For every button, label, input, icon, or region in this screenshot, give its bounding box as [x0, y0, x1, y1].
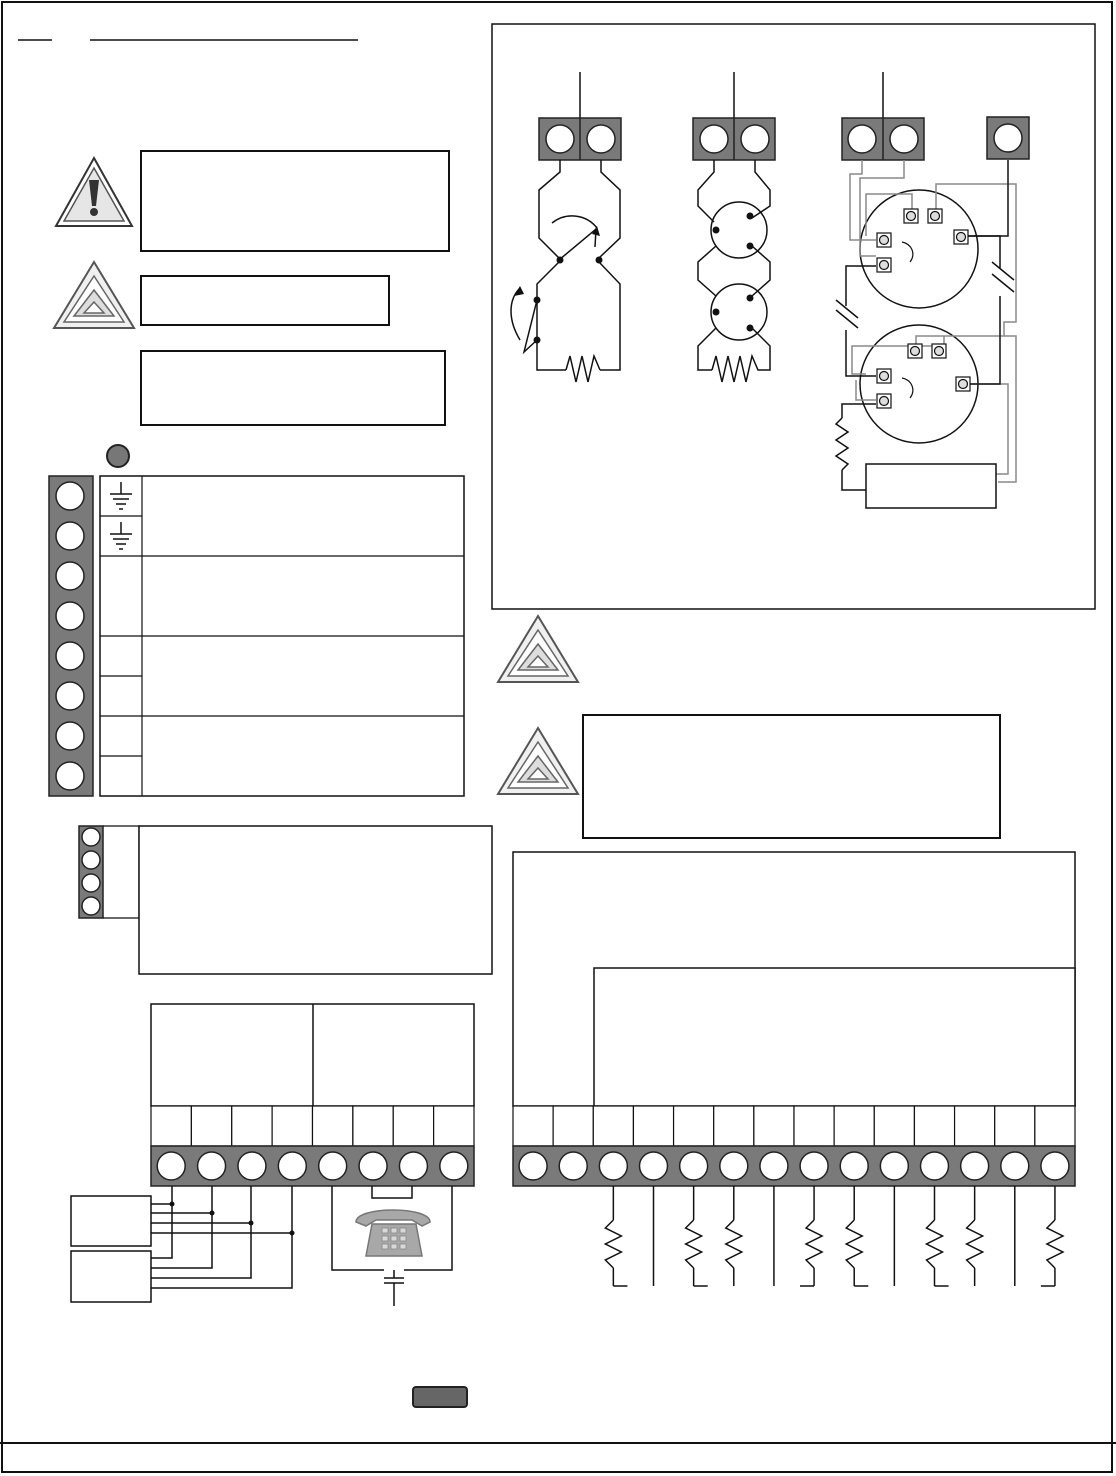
terminal-label-cell: [513, 1106, 553, 1146]
terminal-screw: [82, 828, 100, 846]
telephone-icon: [356, 1210, 430, 1256]
terminal-screw: [559, 1152, 587, 1180]
terminal-label-cell: [914, 1106, 954, 1146]
terminal-label-cell: [834, 1106, 874, 1146]
terminal-screw: [800, 1152, 828, 1180]
page-number-badge: [412, 1386, 468, 1408]
triangle-note-icon: [54, 262, 134, 328]
zone-resistor-wiring: [605, 1186, 1063, 1286]
terminal-label-cell: [553, 1106, 593, 1146]
terminal-screw: [56, 482, 84, 510]
terminal-screw: [519, 1152, 547, 1180]
terminal-screw: [56, 562, 84, 590]
end-of-line-resistor: [1047, 1220, 1063, 1268]
keypad-device-1: [71, 1196, 151, 1246]
end-of-line-resistor: [846, 1220, 862, 1268]
terminal-screw: [1001, 1152, 1029, 1180]
terminal-label-cell: [794, 1106, 834, 1146]
terminal-screw: [56, 682, 84, 710]
bus-junction-dots: [170, 1202, 295, 1236]
terminal-screw: [56, 642, 84, 670]
terminal-label-cell: [633, 1106, 673, 1146]
terminal-screw: [359, 1152, 387, 1180]
terminal-screw: [1041, 1152, 1069, 1180]
end-of-line-relay-box: [866, 464, 996, 508]
terminal-label-cell: [151, 1106, 191, 1146]
warning-box-2: [140, 275, 390, 326]
terminal-label-cell: [1035, 1106, 1075, 1146]
warning-box-3: [140, 350, 446, 426]
terminal-label-cell: [674, 1106, 714, 1146]
terminal-screw: [56, 762, 84, 790]
terminal-label-cell: [393, 1106, 433, 1146]
terminal-screw: [680, 1152, 708, 1180]
terminal-screw: [760, 1152, 788, 1180]
zone-detail-box: [594, 968, 1075, 1106]
keypad-bus-wiring: [151, 1186, 292, 1288]
terminal-screw: [399, 1152, 427, 1180]
terminal-label-cell: [191, 1106, 231, 1146]
info-box-4-terminal: [139, 826, 492, 974]
triangle-note-icon: [498, 616, 578, 682]
terminal-screw: [319, 1152, 347, 1180]
end-of-line-resistor: [726, 1220, 742, 1268]
terminal-screw: [56, 722, 84, 750]
end-of-line-resistor: [806, 1220, 822, 1268]
terminal-screw: [440, 1152, 468, 1180]
terminal-screw: [599, 1152, 627, 1180]
led-indicator-icon: [107, 445, 129, 467]
end-of-line-resistor: [927, 1220, 943, 1268]
warning-box-4: [582, 714, 1001, 839]
terminal-label-cell: [434, 1106, 474, 1146]
terminal-label-cell: [232, 1106, 272, 1146]
terminal-screw: [720, 1152, 748, 1180]
warning-box-1: [140, 150, 450, 252]
terminal-label-cell: [955, 1106, 995, 1146]
terminal-screw: [56, 522, 84, 550]
terminal-screw: [921, 1152, 949, 1180]
terminal-screw: [640, 1152, 668, 1180]
terminal-screw: [82, 897, 100, 915]
terminal-label-cell: [272, 1106, 312, 1146]
caution-exclamation-icon: [56, 158, 132, 226]
detector-diagram-panel: [492, 24, 1095, 609]
terminal-screw: [82, 874, 100, 892]
terminal-screw: [238, 1152, 266, 1180]
terminal-label-cell: [995, 1106, 1035, 1146]
terminal-label-cell: [754, 1106, 794, 1146]
terminal-label-cell: [874, 1106, 914, 1146]
terminal-screw: [157, 1152, 185, 1180]
end-of-line-resistor: [605, 1220, 621, 1268]
terminal-screw: [880, 1152, 908, 1180]
bottom-right-terminal-strip: [513, 1146, 1075, 1186]
bottom-left-label-cells: [151, 1106, 474, 1146]
terminal-label-cell: [353, 1106, 393, 1146]
terminal-screw: [198, 1152, 226, 1180]
terminal-screw: [840, 1152, 868, 1180]
terminal-label-cell: [593, 1106, 633, 1146]
keypad-device-2: [71, 1251, 151, 1302]
terminal-label-cell: [714, 1106, 754, 1146]
triangle-note-icon: [498, 728, 578, 794]
terminal-screw: [961, 1152, 989, 1180]
terminal-label-cell: [313, 1106, 353, 1146]
end-of-line-resistor: [686, 1220, 702, 1268]
end-of-line-resistor: [967, 1220, 983, 1268]
terminal-screw: [82, 851, 100, 869]
bottom-right-label-cells: [513, 1106, 1075, 1146]
terminal-screw: [56, 602, 84, 630]
terminal-screw: [278, 1152, 306, 1180]
